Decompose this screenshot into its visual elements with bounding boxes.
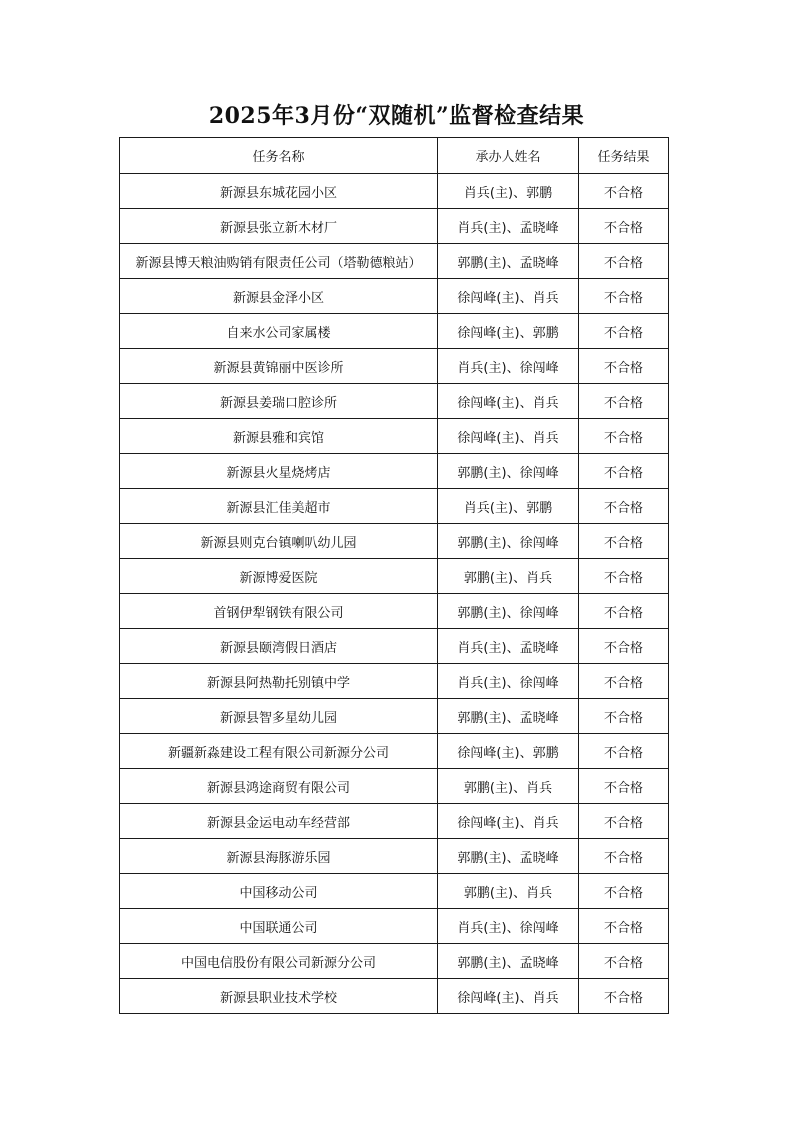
table-row <box>120 279 669 314</box>
table-row <box>120 419 669 454</box>
table-row <box>120 979 669 1014</box>
handler-name-cell: 肖兵(主)、郭鹏 <box>438 489 579 524</box>
handler-name-cell: 郭鹏(主)、徐闯峰 <box>438 594 579 629</box>
task-result-cell: 不合格 <box>579 944 669 979</box>
handler-name-cell: 郭鹏(主)、肖兵 <box>438 769 579 804</box>
table-row <box>120 594 669 629</box>
handler-name-cell: 郭鹏(主)、肖兵 <box>438 559 579 594</box>
task-result-cell: 不合格 <box>579 699 669 734</box>
task-name-cell: 新源县汇佳美超市 <box>120 489 438 524</box>
handler-name-cell: 郭鹏(主)、孟晓峰 <box>438 699 579 734</box>
table-row <box>120 769 669 804</box>
task-result-cell: 不合格 <box>579 664 669 699</box>
task-result-cell: 不合格 <box>579 804 669 839</box>
task-result-cell: 不合格 <box>579 349 669 384</box>
table-header-row <box>120 138 669 174</box>
task-result-cell: 不合格 <box>579 909 669 944</box>
task-name-cell: 新源县火星烧烤店 <box>120 454 438 489</box>
header-handler-name: 承办人姓名 <box>438 138 579 174</box>
handler-name-cell: 郭鹏(主)、孟晓峰 <box>438 839 579 874</box>
task-result-cell: 不合格 <box>579 734 669 769</box>
task-result-cell: 不合格 <box>579 594 669 629</box>
task-name-cell: 新源县则克台镇喇叭幼儿园 <box>120 524 438 559</box>
task-name-cell: 新源博爱医院 <box>120 559 438 594</box>
task-name-cell: 新源县智多星幼儿园 <box>120 699 438 734</box>
handler-name-cell: 郭鹏(主)、肖兵 <box>438 874 579 909</box>
task-name-cell: 中国联通公司 <box>120 909 438 944</box>
table-row <box>120 629 669 664</box>
handler-name-cell: 徐闯峰(主)、肖兵 <box>438 384 579 419</box>
task-name-cell: 新源县阿热勒托别镇中学 <box>120 664 438 699</box>
task-name-cell: 新源县张立新木材厂 <box>120 209 438 244</box>
task-name-cell: 新源县颐湾假日酒店 <box>120 629 438 664</box>
handler-name-cell: 郭鹏(主)、孟晓峰 <box>438 944 579 979</box>
table-row <box>120 209 669 244</box>
task-name-cell: 首钢伊犁钢铁有限公司 <box>120 594 438 629</box>
task-result-cell: 不合格 <box>579 489 669 524</box>
inspection-results-table <box>119 137 669 1014</box>
handler-name-cell: 徐闯峰(主)、郭鹏 <box>438 314 579 349</box>
table-row <box>120 384 669 419</box>
task-result-cell: 不合格 <box>579 279 669 314</box>
task-result-cell: 不合格 <box>579 174 669 209</box>
task-result-cell: 不合格 <box>579 979 669 1014</box>
handler-name-cell: 肖兵(主)、孟晓峰 <box>438 629 579 664</box>
table-row <box>120 874 669 909</box>
handler-name-cell: 肖兵(主)、徐闯峰 <box>438 664 579 699</box>
task-name-cell: 新源县姜瑞口腔诊所 <box>120 384 438 419</box>
table-row <box>120 839 669 874</box>
table-row <box>120 349 669 384</box>
task-name-cell: 自来水公司家属楼 <box>120 314 438 349</box>
task-name-cell: 新源县博天粮油购销有限责任公司（塔勒德粮站） <box>120 244 438 279</box>
table-row <box>120 524 669 559</box>
handler-name-cell: 徐闯峰(主)、肖兵 <box>438 279 579 314</box>
task-name-cell: 中国电信股份有限公司新源分公司 <box>120 944 438 979</box>
table-row <box>120 314 669 349</box>
handler-name-cell: 肖兵(主)、徐闯峰 <box>438 349 579 384</box>
handler-name-cell: 肖兵(主)、徐闯峰 <box>438 909 579 944</box>
task-result-cell: 不合格 <box>579 839 669 874</box>
task-name-cell: 新源县金泽小区 <box>120 279 438 314</box>
table-row <box>120 944 669 979</box>
task-result-cell: 不合格 <box>579 874 669 909</box>
table-row <box>120 804 669 839</box>
task-result-cell: 不合格 <box>579 244 669 279</box>
task-name-cell: 新疆新淼建设工程有限公司新源分公司 <box>120 734 438 769</box>
table-row <box>120 664 669 699</box>
handler-name-cell: 肖兵(主)、郭鹏 <box>438 174 579 209</box>
table-row <box>120 489 669 524</box>
task-result-cell: 不合格 <box>579 559 669 594</box>
task-result-cell: 不合格 <box>579 524 669 559</box>
handler-name-cell: 郭鹏(主)、徐闯峰 <box>438 524 579 559</box>
task-result-cell: 不合格 <box>579 419 669 454</box>
task-name-cell: 新源县金运电动车经营部 <box>120 804 438 839</box>
task-result-cell: 不合格 <box>579 314 669 349</box>
table-row <box>120 699 669 734</box>
handler-name-cell: 郭鹏(主)、孟晓峰 <box>438 244 579 279</box>
handler-name-cell: 徐闯峰(主)、肖兵 <box>438 804 579 839</box>
task-result-cell: 不合格 <box>579 454 669 489</box>
task-name-cell: 新源县鸿途商贸有限公司 <box>120 769 438 804</box>
table-row <box>120 909 669 944</box>
table-row <box>120 734 669 769</box>
page-title: 2025年3月份“双随机”监督检查结果 <box>208 103 585 129</box>
handler-name-cell: 徐闯峰(主)、肖兵 <box>438 979 579 1014</box>
handler-name-cell: 肖兵(主)、孟晓峰 <box>438 209 579 244</box>
task-result-cell: 不合格 <box>579 769 669 804</box>
table-body <box>120 174 669 1014</box>
table-row <box>120 454 669 489</box>
task-result-cell: 不合格 <box>579 209 669 244</box>
handler-name-cell: 郭鹏(主)、徐闯峰 <box>438 454 579 489</box>
task-result-cell: 不合格 <box>579 384 669 419</box>
task-name-cell: 新源县雅和宾馆 <box>120 419 438 454</box>
task-name-cell: 新源县东城花园小区 <box>120 174 438 209</box>
table-row <box>120 174 669 209</box>
handler-name-cell: 徐闯峰(主)、肖兵 <box>438 419 579 454</box>
header-task-name: 任务名称 <box>120 138 438 174</box>
header-task-result: 任务结果 <box>579 138 669 174</box>
task-name-cell: 新源县黄锦丽中医诊所 <box>120 349 438 384</box>
handler-name-cell: 徐闯峰(主)、郭鹏 <box>438 734 579 769</box>
task-name-cell: 新源县职业技术学校 <box>120 979 438 1014</box>
task-name-cell: 新源县海豚游乐园 <box>120 839 438 874</box>
task-result-cell: 不合格 <box>579 629 669 664</box>
table-row <box>120 559 669 594</box>
task-name-cell: 中国移动公司 <box>120 874 438 909</box>
table-row <box>120 244 669 279</box>
